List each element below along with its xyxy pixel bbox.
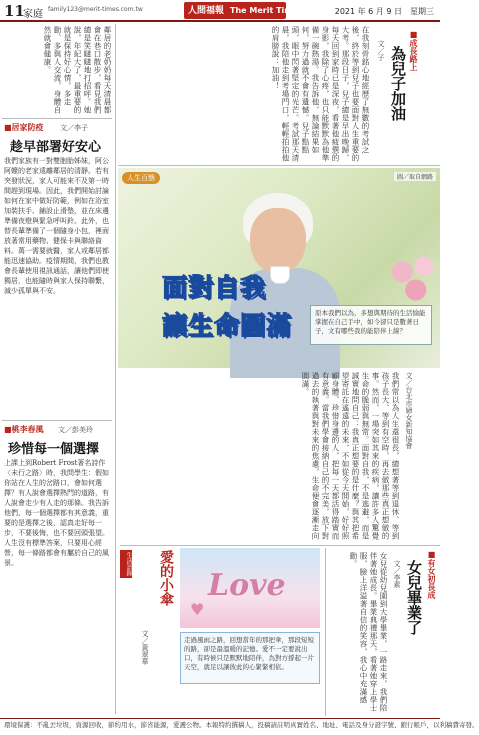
hero-pull-quote: 原本我們以為，多想與期待的生活愉能掌握在自己手中，如今卻只是數著日子，文有哪些我的能陪伴上線？ bbox=[310, 305, 432, 345]
headline-daughter: 女兒畢業了 bbox=[405, 560, 423, 635]
section-email[interactable]: family123@merit-times.com.tw bbox=[48, 6, 143, 13]
headline-home-prevention: 趁早部署好安心 bbox=[10, 140, 102, 155]
byline-center: 文／台北市婦女新知協會 bbox=[405, 372, 413, 449]
love-bottom-note: 走過風雨之路，回想當年的那把傘，那段短短的路，卻是最溫暖的記憶。愛不一定要說出口，有時候只是默默地陪伴，為對方撐起一片天空，就足以讓彼此的心緊緊相依。 bbox=[180, 632, 320, 684]
woman-face bbox=[250, 208, 306, 274]
divider bbox=[120, 545, 440, 546]
byline-cheer-son: 文／子 bbox=[377, 40, 385, 61]
kicker-teacher: ■桃李春風 bbox=[4, 425, 44, 434]
headline-cherish: 珍惜每一個選擇 bbox=[8, 442, 100, 457]
column-divider bbox=[115, 24, 116, 714]
love-tag: 生活語錄 bbox=[120, 550, 132, 578]
byline-home-prevention: 文／李子 bbox=[60, 124, 88, 132]
newspaper-logo: 人間福報 The Merit Times bbox=[184, 2, 286, 19]
kicker-daughter: ■有女初長成 bbox=[427, 550, 436, 599]
hero-title-line2: 讓生命圓滿 bbox=[162, 311, 293, 340]
page-number: 11 bbox=[4, 2, 25, 20]
article-body-cheer-son: 在我刻骨銘心地經歷了無數的考試之後，終於等到兒子也要面對人生重要的大考。那段日子，兒子總是早出晚歸，每天回到家時已是深夜，看著他疲憊的身影，我除了心疼，也只能默默為他準備一碗熱湯。我告訴他，無論結果如何，努力過就不會有遺憾。兒子點點頭，眼中閃著堅定的光芒。考試那天清晨，我陪他走到考場門口，輕輕拍拍他的肩膀說：加油！ bbox=[271, 26, 370, 162]
divider bbox=[2, 118, 112, 119]
kicker-growth: ■成長路上 bbox=[409, 30, 418, 71]
hero-title-line1: 面對自我 bbox=[162, 273, 267, 302]
article-body-daughter: 女兒從幼兒園到大學畢業，一路走來，我們陪伴著她成長。畢業典禮那天，看著她穿上學士服，臉上洋溢著自信的笑容，我心中充滿感動。 bbox=[349, 552, 388, 712]
photo-credit: 圖／取自網路 bbox=[394, 172, 436, 181]
hero-tag: 人生百態 bbox=[122, 172, 160, 184]
page-header bbox=[0, 0, 440, 22]
left-top-column-body: 鄰居的老奶奶每天清晨都會在巷口散步，看見我們總是笑瞇瞇地打招呼。她說，年紀大了，最重要的就是保持好心情，多走動、多與人交流，身體自然就會健康。 bbox=[43, 26, 112, 114]
column-divider bbox=[325, 548, 326, 716]
divider bbox=[2, 420, 112, 421]
heart-icon: ♥ bbox=[190, 600, 205, 619]
kicker-home-prevention: ■居家防疫 bbox=[4, 123, 44, 132]
footer-notice: 環境保護：不亂丟垃圾，資源回收，節約用水，節省能源，愛護公物。本報特約撰稿人，投稿請註明真實姓名、地址、電話及身分證字號、銀行帳戶，以利稿費寄發。 bbox=[0, 718, 440, 732]
flowers-illustration bbox=[386, 248, 440, 308]
love-illustration bbox=[180, 548, 320, 628]
article-body-center: 我們常以為人生還很長，總想著等到退休、等到孩子長大、等到有空時，再去做那些真正想做的事。然而，一場突如其來的疾病，讓許多人驚覺生命的脆弱與無常。面對自我，不是逃避，而是誠實地問自己：我真正想要的是什麼？與其把希望寄託在遙遠的未來，不如從今天開始，好好照顧身體、珍惜身邊的人，把每一天都活得踏實而有意義。當我們學會接納自己的不完美，放下對過去的執著與對未來的焦慮，生命便會逐漸走向圓滿。 bbox=[301, 372, 400, 540]
headline-cheer-son: 為兒子加油 bbox=[389, 46, 407, 121]
section-name: 家庭 bbox=[23, 9, 43, 20]
love-word-art: Love bbox=[208, 568, 286, 603]
love-title: 愛的小傘 bbox=[158, 550, 174, 606]
byline-cherish: 文／彭美玲 bbox=[58, 426, 93, 434]
article-body-cherish: 上課上到Robert Frost著名詩作〈未行之路〉時，我問學生：假如你站在人生的岔路口，會如何選擇？有人說會選擇熱門的道路，有人說會走少有人走的那條。我告訴他們，每一個選擇都有其意義，重要的是選擇之後，認真走好每一步，不要後悔，也不要回頭張望。人生沒有標準答案，只要用心經營，每一條路都會有屬於自己的風景。 bbox=[4, 459, 109, 567]
publication-date: 2021 年 6 月 9 日 星期三 bbox=[334, 7, 434, 16]
divider bbox=[118, 165, 440, 166]
article-body-home-prevention: 我們家族有一對雙胞胎姊妹，阿公阿嬤的老家遠離鄰居的清靜。若有突發狀況，家人可能來不及第一時間趕到現場。因此，我們開始討論如何在家中做好防範，例如在浴室加裝扶手、鋪設止滑墊，並在床邊準備夜燈與緊急呼叫鈴。此外，也替長輩準備了一個隨身小包，裡面放著常用藥物、健保卡與聯絡資料。萬一需要就醫，家人或鄰居都能迅速協助。疫情期間，我們也教會長輩使用視訊通話，讓他們即使獨居，也能隨時與家人保持聯繫，減少孤單與不安。 bbox=[4, 157, 109, 295]
byline-love: 文／黃翠華 bbox=[141, 630, 149, 665]
byline-daughter: 文／李素 bbox=[393, 560, 401, 588]
tea-cup-icon bbox=[270, 266, 290, 284]
